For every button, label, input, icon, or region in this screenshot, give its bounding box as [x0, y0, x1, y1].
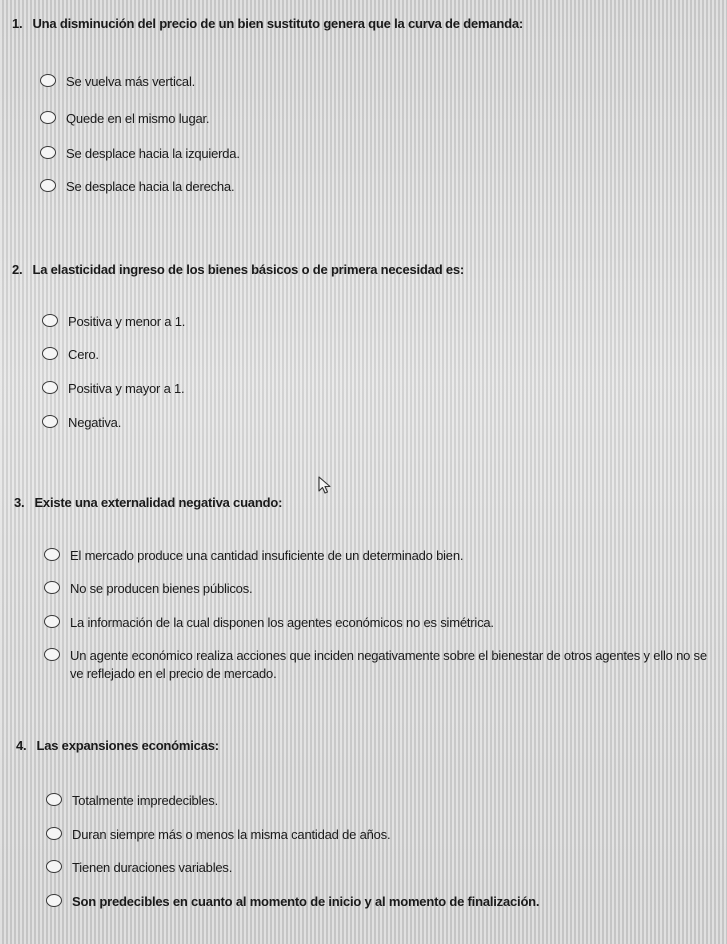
question-3-option-3[interactable]	[44, 614, 494, 632]
option-label: Duran siempre más o menos la misma cantidad de años.	[72, 827, 391, 842]
radio-circle-icon[interactable]	[44, 615, 60, 628]
option-label: Se desplace hacia la izquierda.	[66, 146, 240, 161]
question-1-option-4[interactable]	[40, 178, 234, 196]
question-3-option-2[interactable]	[44, 580, 252, 598]
question-4-option-4[interactable]	[46, 893, 539, 911]
question-4-option-2[interactable]	[46, 826, 390, 844]
question-4-option-3[interactable]	[46, 859, 232, 877]
mouse-pointer-icon	[318, 476, 332, 494]
question-3-option-1[interactable]	[44, 547, 463, 565]
option-label: Positiva y menor a 1.	[68, 314, 186, 329]
radio-circle-icon[interactable]	[42, 347, 58, 360]
question-2-option-2[interactable]	[42, 346, 99, 364]
question-4-option-1[interactable]	[46, 792, 218, 810]
radio-circle-icon[interactable]	[46, 894, 62, 907]
question-1-option-1[interactable]	[40, 73, 195, 91]
radio-circle-icon[interactable]	[40, 74, 56, 87]
question-number: 2.	[12, 262, 23, 277]
question-4-title	[16, 738, 219, 754]
question-number: 3.	[14, 495, 25, 510]
radio-circle-icon[interactable]	[44, 648, 60, 661]
question-2-option-3[interactable]	[42, 380, 184, 398]
question-1-option-2[interactable]	[40, 110, 209, 128]
radio-circle-icon[interactable]	[40, 179, 56, 192]
option-label: Tienen duraciones variables.	[72, 860, 233, 875]
question-3-option-4[interactable]	[44, 647, 720, 683]
radio-circle-icon[interactable]	[46, 827, 62, 840]
question-text: Las expansiones económicas:	[36, 738, 219, 753]
option-label: Positiva y mayor a 1.	[68, 381, 185, 396]
radio-circle-icon[interactable]	[44, 581, 60, 594]
question-2-option-4[interactable]	[42, 414, 121, 432]
radio-circle-icon[interactable]	[42, 314, 58, 327]
option-label: La información de la cual disponen los agentes económicos no es simétrica.	[70, 615, 494, 630]
question-number: 1.	[12, 16, 23, 31]
question-text: La elasticidad ingreso de los bienes básicos o de primera necesidad es:	[32, 262, 465, 277]
option-label: Se vuelva más vertical.	[66, 74, 196, 89]
radio-circle-icon[interactable]	[46, 793, 62, 806]
option-label: Se desplace hacia la derecha.	[66, 179, 235, 194]
radio-circle-icon[interactable]	[46, 860, 62, 873]
question-number: 4.	[16, 738, 27, 753]
option-label: Quede en el mismo lugar.	[66, 111, 210, 126]
radio-circle-icon[interactable]	[42, 381, 58, 394]
question-3-title	[14, 495, 282, 511]
question-2-option-1[interactable]	[42, 313, 185, 331]
radio-circle-icon[interactable]	[40, 111, 56, 124]
radio-circle-icon[interactable]	[44, 548, 60, 561]
option-label: El mercado produce una cantidad insuficiente de un determinado bien.	[70, 548, 464, 563]
option-label: No se producen bienes públicos.	[70, 581, 253, 596]
question-2-title	[12, 262, 464, 278]
radio-circle-icon[interactable]	[42, 415, 58, 428]
option-label: Cero.	[68, 347, 99, 362]
question-1-option-3[interactable]	[40, 145, 240, 163]
option-label: Son predecibles en cuanto al momento de inicio y al momento de finalización.	[72, 894, 540, 909]
option-label: Negativa.	[68, 415, 122, 430]
question-1-title	[12, 16, 523, 32]
option-label: Un agente económico realiza acciones que inciden negativamente sobre el bienestar de otros agentes y ello no se ve reflejado en el precio de mercado.	[70, 648, 707, 681]
option-label: Totalmente impredecibles.	[72, 793, 219, 808]
question-text: Existe una externalidad negativa cuando:	[34, 495, 283, 510]
radio-circle-icon[interactable]	[40, 146, 56, 159]
question-text: Una disminución del precio de un bien sustituto genera que la curva de demanda:	[32, 16, 524, 31]
